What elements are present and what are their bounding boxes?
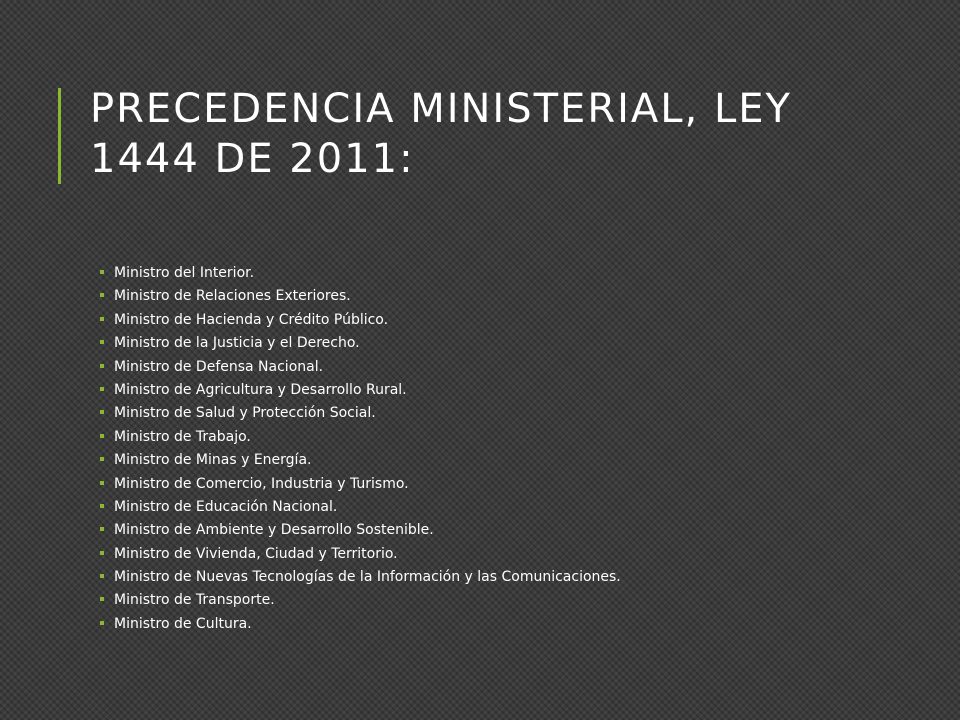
square-bullet-icon: [100, 527, 104, 531]
list-item: [100, 566, 920, 589]
list-item: [100, 519, 920, 542]
square-bullet-icon: [100, 410, 104, 414]
list-item: [100, 496, 920, 519]
square-bullet-icon: [100, 621, 104, 625]
list-item-text: Ministro de Trabajo.: [114, 428, 251, 445]
square-bullet-icon: [100, 481, 104, 485]
list-item: [100, 262, 920, 285]
list-item-text: Ministro de Nuevas Tecnologías de la Información y las Comunicaciones.: [114, 569, 621, 586]
list-item-text: Ministro de Educación Nacional.: [114, 498, 338, 515]
list-item-text: Ministro del Interior.: [114, 265, 255, 281]
list-item-text: Ministro de Hacienda y Crédito Público.: [114, 311, 389, 328]
list-item: [100, 543, 920, 566]
list-item-text: Ministro de Defensa Nacional.: [114, 358, 324, 375]
title-accent-bar: [58, 88, 61, 184]
list-item: [100, 402, 920, 425]
square-bullet-icon: [100, 317, 104, 321]
list-item: [100, 473, 920, 496]
list-item: [100, 426, 920, 449]
list-item-text: Ministro de Vivienda, Ciudad y Territorio.: [114, 545, 398, 562]
list-item: [100, 285, 920, 308]
list-item-text: Ministro de la Justicia y el Derecho.: [114, 335, 360, 352]
list-item-text: Ministro de Relaciones Exteriores.: [114, 288, 351, 305]
square-bullet-icon: [100, 551, 104, 555]
square-bullet-icon: [100, 340, 104, 344]
list-item-text: Ministro de Ambiente y Desarrollo Sostenible.: [114, 522, 434, 539]
list-item: [100, 589, 920, 612]
square-bullet-icon: [100, 387, 104, 391]
square-bullet-icon: [100, 574, 104, 578]
square-bullet-icon: [100, 434, 104, 438]
list-item-text: Ministro de Salud y Protección Social.: [114, 405, 376, 422]
square-bullet-icon: [100, 364, 104, 368]
ministry-list: [100, 262, 920, 636]
list-item-text: Ministro de Transporte.: [114, 592, 275, 609]
square-bullet-icon: [100, 597, 104, 601]
list-item: [100, 379, 920, 402]
list-item: [100, 613, 920, 636]
square-bullet-icon: [100, 270, 104, 274]
square-bullet-icon: [100, 293, 104, 297]
square-bullet-icon: [100, 457, 104, 461]
list-item-text: Ministro de Comercio, Industria y Turismo.: [114, 475, 409, 492]
list-item: [100, 356, 920, 379]
square-bullet-icon: [100, 504, 104, 508]
list-item-text: Ministro de Agricultura y Desarrollo Rural.: [114, 381, 407, 398]
list-item-text: Ministro de Cultura.: [114, 615, 252, 632]
list-item: [100, 309, 920, 332]
list-item: [100, 449, 920, 472]
list-item: [100, 332, 920, 355]
list-item-text: Ministro de Minas y Energía.: [114, 452, 312, 469]
slide-title: PRECEDENCIA MINISTERIAL, LEY 1444 DE 2011:: [90, 86, 792, 182]
